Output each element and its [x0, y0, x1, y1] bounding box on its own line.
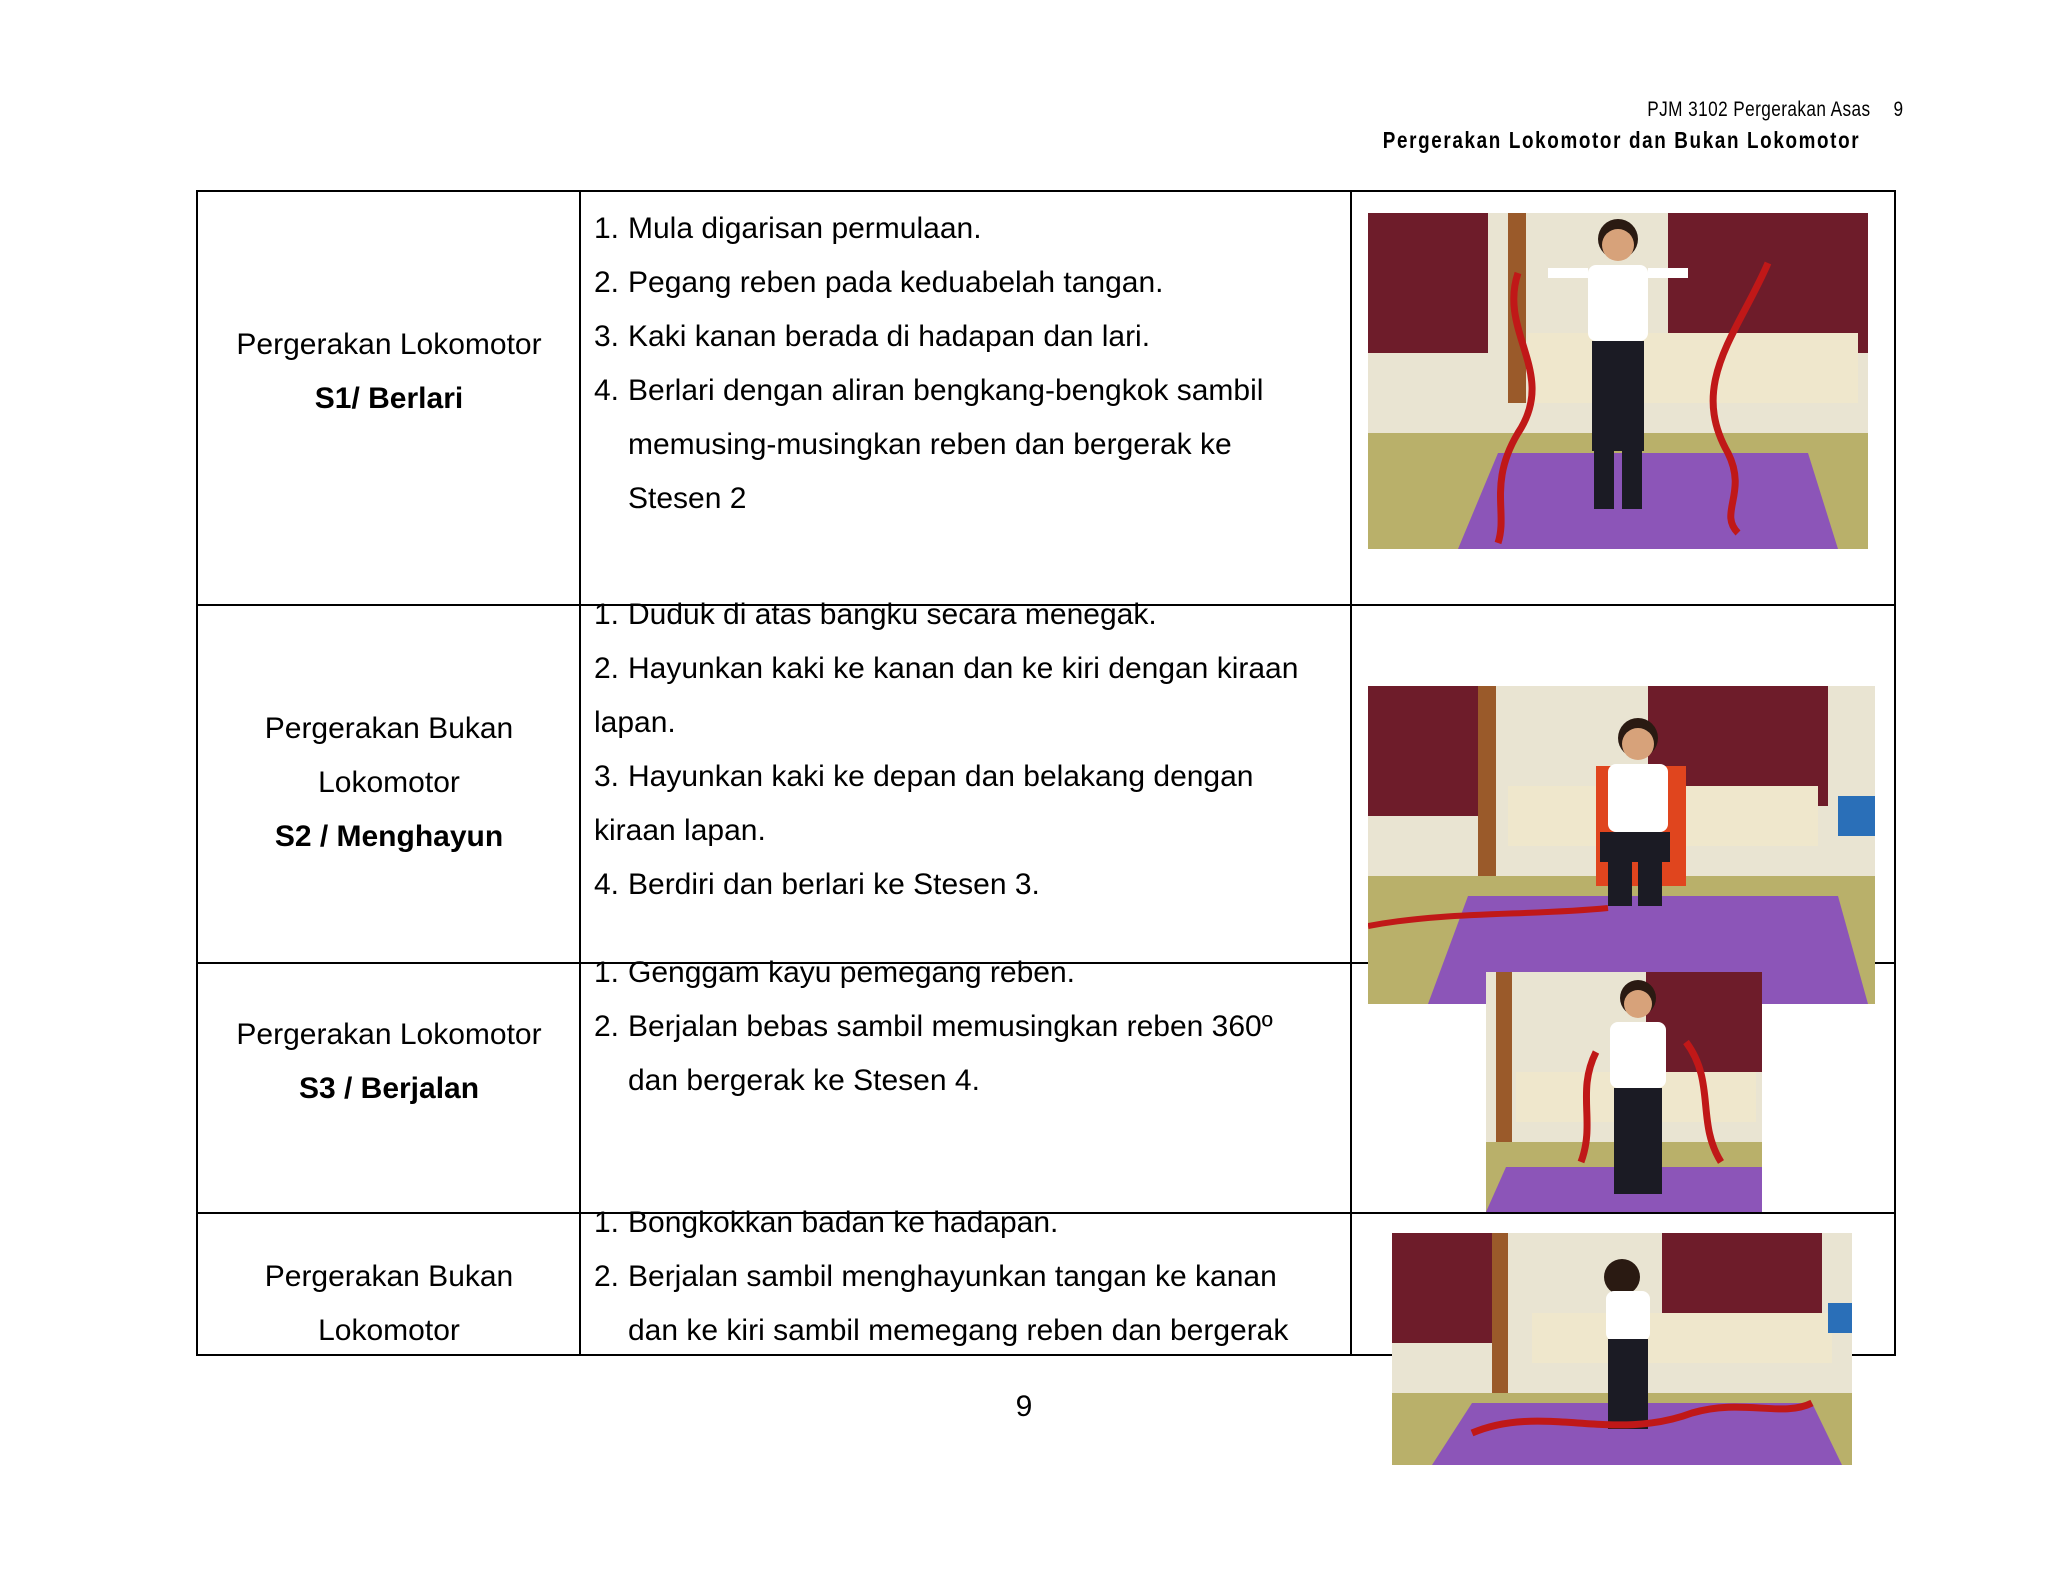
step-continuation: memusing-musingkan reben dan bergerak ke	[628, 428, 1232, 461]
step-item: 4. Berdiri dan berlari ke Stesen 3.	[594, 868, 1040, 901]
step-continuation: dan bergerak ke Stesen 4.	[628, 1064, 980, 1097]
photo-berlari	[1368, 213, 1868, 549]
category-label: Lokomotor	[318, 766, 460, 799]
station-label: S3 / Berjalan	[298, 1072, 480, 1105]
row-1-category	[198, 318, 580, 426]
row-2-category	[198, 702, 580, 864]
category-label: Pergerakan Lokomotor	[236, 328, 542, 361]
step-item: 2. Hayunkan kaki ke kanan dan ke kiri dengan kiraan	[594, 652, 1299, 685]
step-item: 2. Berjalan bebas sambil memusingkan reben 360º	[594, 1010, 1273, 1043]
category-label: Pergerakan Bukan	[264, 1260, 514, 1293]
step-item: 1. Duduk di atas bangku secara menegak.	[594, 598, 1157, 631]
photo-berjalan	[1486, 972, 1762, 1212]
row-4-steps	[594, 1196, 1354, 1358]
row-4-category	[198, 1250, 580, 1358]
running-header	[1648, 98, 1904, 122]
step-continuation: Stesen 2	[628, 482, 747, 515]
photo-menghayun	[1368, 686, 1875, 1004]
station-label: S2 / Menghayun	[274, 820, 504, 853]
photo-membongkok	[1392, 1233, 1852, 1465]
course-title: PJM 3102 Pergerakan Asas	[1647, 98, 1872, 121]
step-continuation: kiraan lapan.	[594, 814, 766, 847]
step-item: 1. Bongkokkan badan ke hadapan.	[594, 1206, 1059, 1239]
chapter-subtitle: Pergerakan Lokomotor dan Bukan Lokomotor	[1382, 127, 1860, 153]
step-item: 4. Berlari dengan aliran bengkang-bengkok sambil	[594, 374, 1264, 407]
category-label: Lokomotor	[318, 1314, 460, 1347]
step-item: 3. Hayunkan kaki ke depan dan belakang dengan	[594, 760, 1254, 793]
row-3-category	[198, 1008, 580, 1116]
category-label: Pergerakan Lokomotor	[236, 1018, 542, 1051]
step-continuation: dan ke kiri sambil memegang reben dan bergerak	[628, 1314, 1289, 1347]
step-item: 2. Pegang reben pada keduabelah tangan.	[594, 266, 1164, 299]
category-label: Pergerakan Bukan	[264, 712, 514, 745]
step-item: 2. Berjalan sambil menghayunkan tangan ke kanan	[594, 1260, 1277, 1293]
step-item: 1. Mula digarisan permulaan.	[594, 212, 982, 245]
row-2-steps	[580, 588, 1354, 912]
row-1-steps	[594, 202, 1354, 526]
station-label: S1/ Berlari	[314, 382, 464, 415]
step-continuation: lapan.	[594, 706, 676, 739]
step-item: 3. Kaki kanan berada di hadapan dan lari.	[594, 320, 1151, 353]
row-3-steps	[594, 946, 1354, 1108]
header-page-number: 9	[1894, 98, 1904, 121]
step-item: 1. Genggam kayu pemegang reben.	[594, 956, 1075, 989]
page-number: 9	[1015, 1390, 1033, 1423]
